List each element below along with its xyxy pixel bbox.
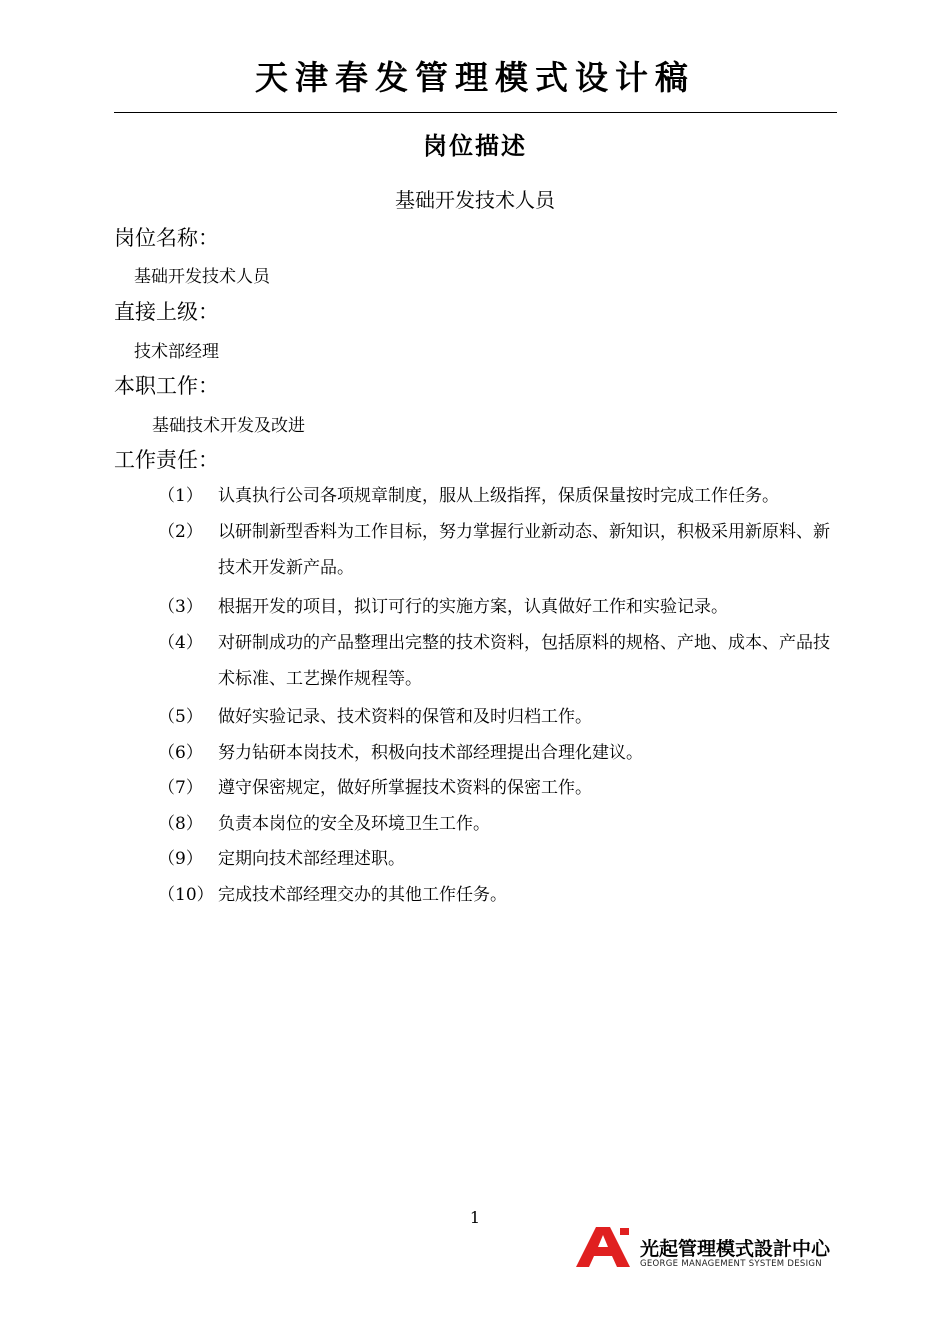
responsibility-text: 定期向技术部经理述职。 (218, 849, 405, 869)
supervisor-label: 直接上级： (114, 300, 219, 324)
position-title: 基础开发技术人员 (395, 188, 555, 212)
responsibility-number: （1） (158, 486, 203, 506)
responsibility-text: 对研制成功的产品整理出完整的技术资料，包括原料的规格、产地、成本、产品技术标准、工艺操作规程等。 (218, 633, 830, 689)
responsibility-number: （7） (158, 778, 203, 798)
page-number: 1 (469, 1208, 481, 1227)
responsibility-number: （4） (158, 633, 203, 653)
responsibility-number: （2） (158, 522, 203, 542)
company-logo (574, 1224, 844, 1272)
responsibility-text: 完成技术部经理交办的其他工作任务。 (218, 885, 507, 905)
document-title: 天津春发管理模式设计稿 (255, 58, 695, 97)
header-divider (114, 112, 837, 113)
responsibility-text: 负责本岗位的安全及环境卫生工作。 (218, 814, 490, 834)
responsibility-number: （5） (158, 707, 203, 727)
responsibility-text: 根据开发的项目，拟订可行的实施方案，认真做好工作和实验记录。 (218, 597, 728, 617)
responsibility-number: （6） (158, 743, 203, 763)
position-name-value: 基础开发技术人员 (134, 267, 270, 287)
supervisor-value: 技术部经理 (134, 342, 219, 362)
responsibility-number: （10） (158, 885, 214, 905)
logo-subtitle: GEORGE MANAGEMENT SYSTEM DESIGN (640, 1259, 822, 1269)
responsibility-number: （9） (158, 849, 203, 869)
responsibility-text: 遵守保密规定，做好所掌握技术资料的保密工作。 (218, 778, 592, 798)
responsibility-text: 做好实验记录、技术资料的保管和及时归档工作。 (218, 707, 592, 727)
responsibility-text: 努力钻研本岗技术，积极向技术部经理提出合理化建议。 (218, 743, 643, 763)
main-duty-label: 本职工作： (114, 374, 219, 398)
responsibility-text: 以研制新型香料为工作目标，努力掌握行业新动态、新知识，积极采用新原料、新技术开发新产品。 (218, 522, 830, 578)
responsibility-text: 认真执行公司各项规章制度，服从上级指挥，保质保量按时完成工作任务。 (218, 486, 779, 506)
responsibility-number: （8） (158, 814, 203, 834)
responsibilities-label: 工作责任： (114, 448, 219, 472)
logo-company-name: 光起管理模式設計中心 (640, 1238, 831, 1260)
position-name-label: 岗位名称： (114, 226, 219, 250)
letter-a-logo-icon (574, 1226, 634, 1268)
responsibility-number: （3） (158, 597, 203, 617)
section-heading: 岗位描述 (423, 132, 527, 160)
main-duty-value: 基础技术开发及改进 (152, 416, 305, 436)
